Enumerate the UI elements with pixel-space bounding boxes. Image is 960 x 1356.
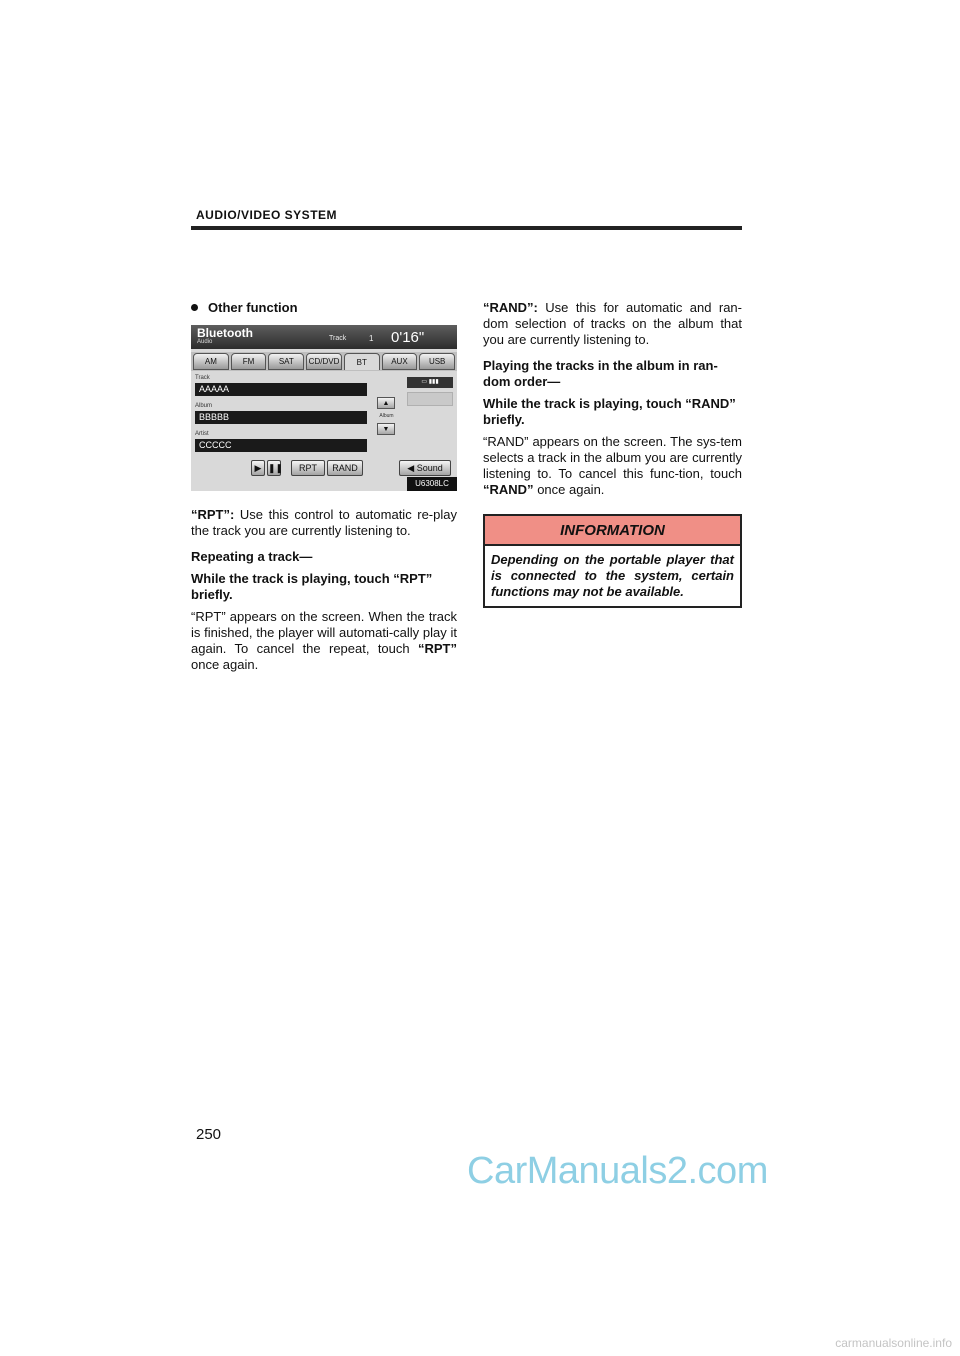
album-up-button[interactable]: ▲ xyxy=(377,397,395,409)
rand-description xyxy=(483,300,742,348)
artist-field: CCCCC xyxy=(195,439,367,452)
rpt-description xyxy=(191,507,457,539)
tab-aux[interactable]: AUX xyxy=(382,353,418,370)
tab-cd-dvd[interactable]: CD/DVD xyxy=(306,353,342,370)
information-box xyxy=(483,514,742,608)
battery-status-icon: ▭ ▮▮▮ xyxy=(407,377,453,388)
random-body-end: once again. xyxy=(537,482,605,497)
right-column xyxy=(483,300,742,608)
album-field: BBBBB xyxy=(195,411,367,424)
rand-term: “RAND”: xyxy=(483,300,538,315)
repeat-body-start: “RPT” appears on the screen. When the track is finished, the player will automati-cally play it again. To cancel the repeat, touch xyxy=(191,609,457,656)
album-field-label: Album xyxy=(195,403,213,409)
repeat-heading: Repeating a track— xyxy=(191,549,313,564)
watermark: CarManuals2.com xyxy=(467,1150,768,1192)
header-rule xyxy=(191,226,742,230)
random-body-term: “RAND” xyxy=(483,482,534,497)
track-field: AAAAA xyxy=(195,383,367,396)
repeat-body-end: once again. xyxy=(191,657,259,672)
tab-am[interactable]: AM xyxy=(193,353,229,370)
tab-sat[interactable]: SAT xyxy=(268,353,304,370)
rand-desc-text: Use this for automatic and ran-dom selection of tracks on the album that you are currently listening to. xyxy=(483,300,742,347)
source-tabs xyxy=(191,352,457,371)
random-heading: Playing the tracks in the album in ran-dom order— xyxy=(483,358,718,389)
image-code: U6308LC xyxy=(407,477,457,491)
random-body xyxy=(483,434,742,498)
play-time: 0'16" xyxy=(391,329,425,346)
repeat-body xyxy=(191,609,457,673)
album-selector xyxy=(375,397,398,441)
track-label: Track xyxy=(329,335,347,342)
repeat-body-term: “RPT” xyxy=(417,641,457,656)
section-title: AUDIO/VIDEO SYSTEM xyxy=(196,208,338,222)
random-body-start: “RAND” appears on the screen. The sys-tem selects a track in the album you are currently listening to. To cancel this func-tion, touch xyxy=(483,434,742,481)
random-instruction: While the track is playing, touch “RAND” briefly. xyxy=(483,396,736,427)
bullet-dot-icon xyxy=(191,304,198,311)
rpt-term: “RPT”: xyxy=(191,507,235,522)
sound-button[interactable]: ◀ Sound xyxy=(399,460,451,476)
tab-fm[interactable]: FM xyxy=(231,353,267,370)
screen-subtitle: Audio xyxy=(197,339,213,345)
track-field-label: Track xyxy=(195,375,210,381)
tab-usb[interactable]: USB xyxy=(419,353,455,370)
rand-button[interactable]: RAND xyxy=(327,460,363,476)
information-text: Depending on the portable player that is connected to the system, certain functions may not be available. xyxy=(491,552,734,599)
page-number: 250 xyxy=(196,1126,222,1143)
pause-button[interactable]: ❚❚ xyxy=(267,460,281,476)
album-down-button[interactable]: ▼ xyxy=(377,423,395,435)
repeat-instruction: While the track is playing, touch “RPT” briefly. xyxy=(191,571,433,602)
rpt-button[interactable]: RPT xyxy=(291,460,325,476)
play-button[interactable]: ▶ xyxy=(251,460,265,476)
screen-title: Bluetooth xyxy=(197,326,253,340)
artist-field-label: Artist xyxy=(195,431,209,437)
album-selector-label: Album xyxy=(379,413,394,419)
bluetooth-audio-screen xyxy=(191,325,457,491)
information-title: INFORMATION xyxy=(485,516,740,546)
bullet-heading xyxy=(191,300,457,315)
left-column xyxy=(191,300,457,683)
track-number: 1 xyxy=(369,334,374,343)
footer-url: carmanualsonline.info xyxy=(835,1336,952,1350)
connect-button[interactable] xyxy=(407,392,453,406)
tab-bt[interactable]: BT xyxy=(344,353,380,370)
rpt-desc-text: Use this control to automatic re-play the track you are currently listening to. xyxy=(191,507,457,538)
bullet-heading-text: Other function xyxy=(208,300,298,315)
